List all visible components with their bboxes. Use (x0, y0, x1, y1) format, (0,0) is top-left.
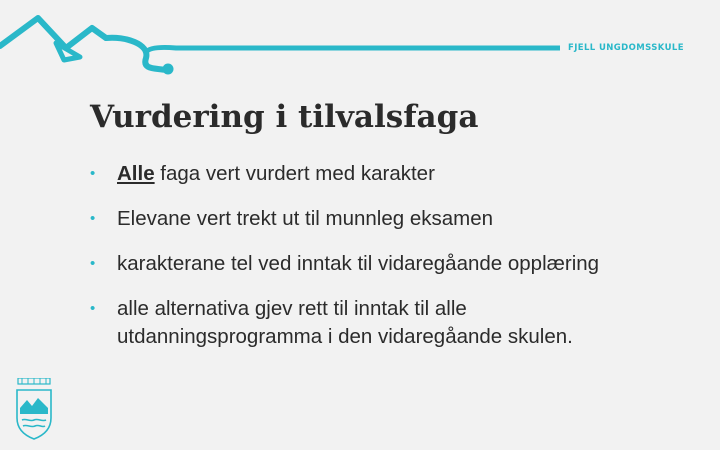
bullet-dot-icon: • (90, 210, 96, 227)
bullet-dot-icon: • (90, 300, 96, 317)
municipal-crest-icon (14, 378, 54, 440)
bullet-text: karakterane tel ved inntak til vidaregåande opplæring (117, 252, 600, 275)
brand-label: FJELL UNGDOMSSKULE (568, 43, 684, 53)
bullet-item (90, 295, 650, 351)
bullet-text: faga vert vurdert med karakter (154, 162, 435, 185)
bullet-text: alle alternativa gjev rett til inntak til alle utdanningsprogramma i den vidaregåande skulen. (117, 297, 573, 348)
bullet-list (90, 160, 650, 368)
bullet-dot-icon: • (90, 255, 96, 272)
bullet-item (90, 160, 650, 188)
bullet-text: Elevane vert trekt ut til munnleg eksamen (117, 207, 494, 230)
bullet-item (90, 205, 650, 233)
slide-title: Vurdering i tilvalsfaga (90, 99, 479, 135)
bullet-item (90, 250, 650, 278)
bullet-dot-icon: • (90, 165, 96, 182)
bullet-emphasis: Alle (117, 162, 155, 185)
